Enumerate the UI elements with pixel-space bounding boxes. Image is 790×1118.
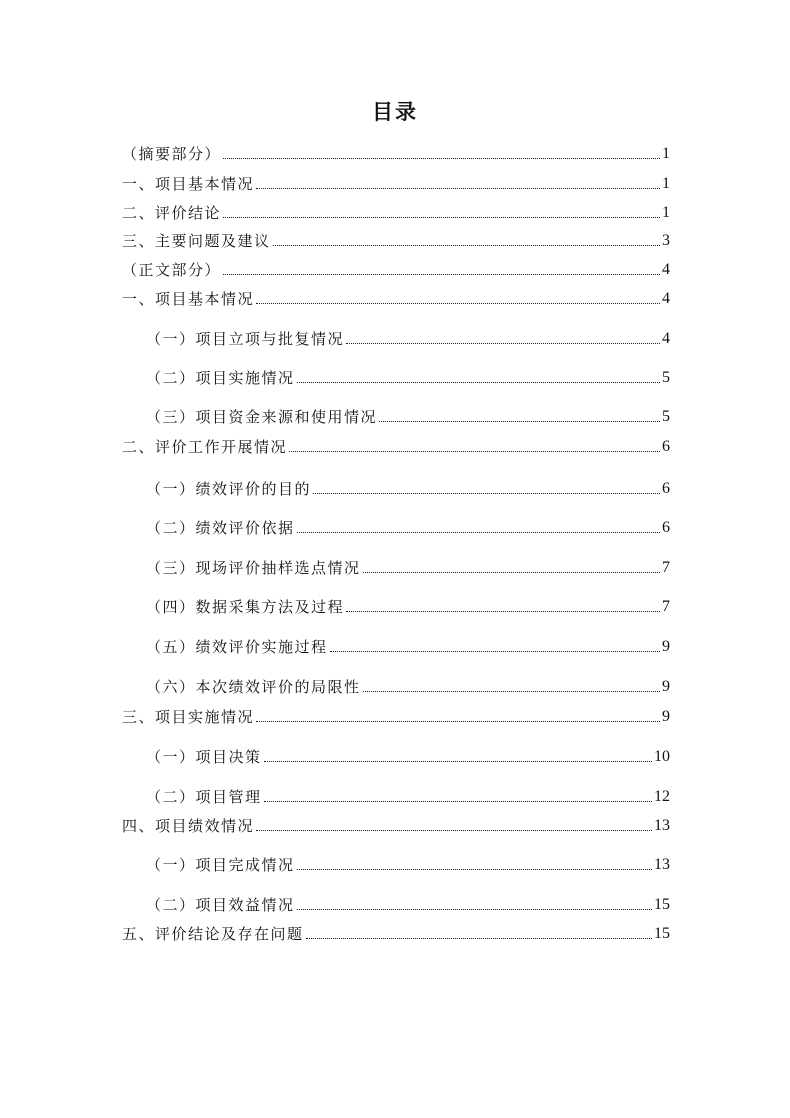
toc-entry-page-number: 5 [662,408,670,425]
dot-leader [363,691,660,692]
toc-entry[interactable] [122,227,670,251]
dot-leader [256,303,660,304]
toc-entry[interactable] [122,812,670,836]
toc-entry[interactable] [122,199,670,223]
toc-entry-label: （四）数据采集方法及过程 [146,598,345,616]
dot-leader [223,274,660,275]
toc-entry-label: （二）项目管理 [146,788,262,806]
toc-entry-label: （二）项目实施情况 [146,369,295,387]
toc-entry[interactable] [146,633,670,657]
toc-entry-page-number: 13 [654,856,670,873]
toc-entry-page-number: 10 [654,748,670,765]
toc-entry-page-number: 9 [662,708,670,725]
dot-leader [297,532,660,533]
toc-entry-page-number: 6 [662,438,670,455]
toc-entry-page-number: 7 [662,598,670,615]
dot-leader [346,611,660,612]
toc-entry-page-number: 4 [662,330,670,347]
toc-entry[interactable] [146,593,670,617]
dot-leader [297,382,660,383]
toc-entry[interactable] [146,851,670,875]
dot-leader [297,909,652,910]
toc-entry-page-number: 15 [654,896,670,913]
toc-entry-page-number: 4 [662,290,670,307]
toc-entry-label: 四、项目绩效情况 [122,817,255,835]
toc-entry-page-number: 13 [654,817,670,834]
toc-entry-label: （一）项目决策 [146,748,262,766]
toc-entry-label: 一、项目基本情况 [122,290,255,308]
toc-entry-page-number: 7 [662,559,670,576]
toc-entry[interactable] [122,433,670,457]
dot-leader [363,572,660,573]
toc-entry-label: 二、评价工作开展情况 [122,438,288,456]
toc-entry-label: 三、主要问题及建议 [122,232,271,250]
toc-entry-page-number: 6 [662,519,670,536]
toc-entry[interactable] [122,920,670,944]
toc-entry-label: （三）现场评价抽样选点情况 [146,559,361,577]
toc-entry-label: （三）项目资金来源和使用情况 [146,408,378,426]
dot-leader [264,761,652,762]
toc-entry-label: （六）本次绩效评价的局限性 [146,678,361,696]
dot-leader [223,217,660,218]
dot-leader [330,651,660,652]
dot-leader [297,869,652,870]
toc-entry[interactable] [146,743,670,767]
toc-entry-label: （一）项目立项与批复情况 [146,330,345,348]
toc-entry[interactable] [146,554,670,578]
toc-entry-label: （五）绩效评价实施过程 [146,638,328,656]
toc-entry[interactable] [122,703,670,727]
toc-entry-label: 三、项目实施情况 [122,708,255,726]
toc-entry-page-number: 6 [662,480,670,497]
toc-entry[interactable] [146,325,670,349]
toc-entry[interactable] [122,170,670,194]
toc-entry[interactable] [146,364,670,388]
toc-entry-page-number: 5 [662,369,670,386]
dot-leader [306,938,652,939]
dot-leader [264,801,652,802]
dot-leader [256,188,660,189]
dot-leader [223,158,660,159]
toc-entry-page-number: 1 [662,175,670,192]
toc-entry-label: 一、项目基本情况 [122,175,255,193]
toc-entry[interactable] [122,140,670,164]
toc-entry-page-number: 3 [662,232,670,249]
toc-entry[interactable] [146,673,670,697]
toc-entry[interactable] [146,514,670,538]
toc-entry[interactable] [146,783,670,807]
dot-leader [346,343,660,344]
toc-title: 目录 [372,100,418,124]
toc-entry-label: （一）项目完成情况 [146,856,295,874]
toc-entry[interactable] [146,891,670,915]
toc-entry[interactable] [146,403,670,427]
toc-entry-page-number: 9 [662,638,670,655]
dot-leader [379,421,660,422]
toc-entry-page-number: 15 [654,925,670,942]
toc-entry-label: （摘要部分） [122,145,222,163]
toc-entry-page-number: 4 [662,261,670,278]
toc-entry-label: 五、评价结论及存在问题 [122,925,304,943]
toc-entry-label: （二）绩效评价依据 [146,519,295,537]
toc-entry[interactable] [146,475,670,499]
dot-leader [289,451,660,452]
toc-entry-label: （正文部分） [122,261,222,279]
toc-entry[interactable] [122,285,670,309]
toc-entry-label: 二、评价结论 [122,204,222,222]
dot-leader [256,721,660,722]
dot-leader [256,830,652,831]
toc-entry-label: （一）绩效评价的目的 [146,480,312,498]
dot-leader [273,245,660,246]
toc-entry-page-number: 1 [662,204,670,221]
toc-entry-page-number: 1 [662,145,670,162]
dot-leader [313,493,660,494]
toc-entry[interactable] [122,256,670,280]
toc-entry-label: （二）项目效益情况 [146,896,295,914]
toc-entry-page-number: 12 [654,788,670,805]
toc-entry-page-number: 9 [662,678,670,695]
